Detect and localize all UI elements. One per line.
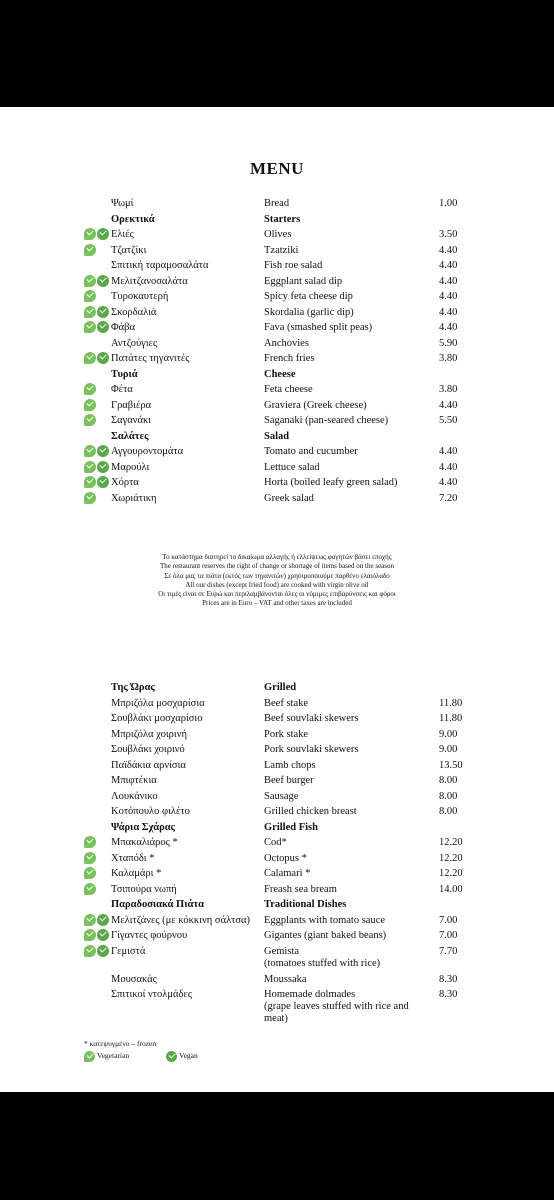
item-price: 4.40 [439,446,458,457]
vegetarian-icon [84,836,96,848]
item-name-english: Greek salad [264,492,314,504]
item-name-greek: Ελιές [111,229,134,240]
item-price: 13.50 [439,759,463,771]
item-price: 4.40 [439,322,458,333]
item-price: 3.80 [439,384,458,395]
item-name-english: Cod* [264,837,287,848]
vegan-icon [97,929,109,941]
diet-icons [84,399,97,412]
item-name-english: Starters [264,213,301,225]
item-name-english: Gigantes (giant baked beans) [264,930,387,941]
item-name-greek: Σουβλάκι χοιρινό [111,744,185,755]
item-price: 4.40 [439,291,458,302]
item-name-english: Beef burger [264,775,314,786]
vegan-icon [97,461,109,473]
item-name-english: Salad [264,430,290,442]
legend-vegetarian: Vegetarian [84,1051,129,1062]
diet-icons [84,883,97,896]
diet-icons [84,476,110,489]
item-price: 8.00 [439,790,458,802]
vegan-icon [97,476,109,488]
item-price: 12.20 [439,837,463,848]
legend-frozen: * κατεψυγμένο – frozen [84,1039,157,1048]
diet-icons [84,275,110,288]
item-name-english: Beef souvlaki skewers [264,713,359,724]
diet-icons [84,945,110,958]
item-price: 5.50 [439,415,458,426]
legend-vegan: Vegan [166,1051,198,1062]
vegetarian-icon [84,929,96,941]
menu-title: MENU [250,159,304,178]
diet-icons [84,290,97,303]
item-name-english: Traditional Dishes [264,899,347,910]
item-name-greek: Φάβα [111,322,136,333]
note-line: The restaurant reserves the right of change or shortage of items based on the season [159,562,395,571]
item-name-english: Cheese [264,368,296,380]
item-name-greek: Μελιτζάνες (με κόκκινη σάλτσα) [111,914,251,926]
item-name-greek: Φέτα [111,384,133,395]
item-name-greek: Ψωμί [111,198,134,209]
item-name-greek: Γραβιέρα [111,399,152,411]
item-name-greek: Χωριάτικη [111,492,157,504]
item-price: 4.40 [439,275,458,287]
vegan-icon [97,352,109,364]
item-price: 4.40 [439,244,458,256]
item-name-greek: Χταπόδι * [111,852,155,864]
item-name-english: Fava (smashed split peas) [264,322,373,333]
vegan-icon [97,228,109,240]
vegetarian-icon [84,492,96,504]
item-name-greek: Κοτόπουλο φιλέτο [111,806,190,817]
item-name-english: Eggplants with tomato sauce [264,914,386,926]
vegetarian-icon [84,445,96,457]
item-price: 7.70 [439,945,458,957]
item-name-greek: Τυροκαυτερή [111,291,169,302]
item-price: 4.40 [439,399,458,411]
item-name-english: Saganaki (pan-seared cheese) [264,415,389,426]
item-name-greek: Μουσακάς [111,973,157,985]
note-line: Οι τιμές είναι σε Ευρώ και περιλαμβάνονται όλες οι νόμιμες επιβαρύνσεις και φόροι [158,590,396,599]
diet-icons [84,867,97,880]
item-price: 12.20 [439,868,463,879]
vegetarian-icon [84,883,96,895]
item-name-english: Grilled [264,682,297,693]
vegetarian-icon [84,476,96,488]
diet-icons [84,414,97,427]
vegetarian-icon [84,1051,95,1062]
item-name-greek: Σαγανάκι [111,415,152,426]
item-name-english: Pork stake [264,728,309,740]
diet-icons [84,321,110,334]
diet-icons [84,352,110,365]
item-name-greek: Της Ώρας [111,682,155,693]
note-line: Το κατάστημα διατηρεί το δικαίωμα αλλαγής ή ελλείψεως φαγητών βάσει εποχής [162,553,392,561]
item-description: (grape leaves stuffed with rice and meat) [264,1001,409,1024]
item-price: 11.80 [439,713,463,724]
note-line: All our dishes (except fried food) are cooked with virgin olive oil [185,580,369,589]
item-name-english: Gemista (tomatoes stuffed with rice) [264,946,432,970]
item-name-greek: Μπριζόλα χοιρινή [111,728,187,740]
item-name-greek: Τυριά [111,368,138,380]
item-price: 12.20 [439,852,463,864]
diet-icons [84,914,110,927]
vegetarian-icon [84,914,96,926]
vegetarian-icon [84,399,96,411]
item-name-english: Olives [264,229,292,240]
item-name-english: Freash sea bream [264,883,337,895]
item-name-greek: Λουκάνικο [111,790,158,802]
item-name-english: Graviera (Greek cheese) [264,399,367,411]
item-name-greek: Παϊδάκια αρνίσια [111,759,186,771]
diet-icons [84,383,97,396]
vegetarian-icon [84,414,96,426]
item-name-english: Fish roe salad [264,260,323,271]
item-price: 8.30 [439,973,458,985]
item-name-english: French fries [264,353,315,364]
item-name-english: Beef stake [264,697,309,709]
item-name-greek: Σαλάτες [111,430,149,442]
item-name-english: Lettuce salad [264,461,320,473]
vegan-icon [97,914,109,926]
item-name-english: Homemade dolmades (grape leaves stuffed with rice and meat) [264,989,432,1025]
menu-page [0,107,554,1092]
diet-icons [84,306,110,319]
diet-icons [84,929,110,942]
note-line: Σε όλα μας τα πιάτα (εκτός των τηγανιτών) χρησιμοποιούμε παρθένο ελαιόλαδο [164,571,390,580]
vegetarian-icon [84,383,96,395]
item-name-greek: Τσιπούρα νωπή [111,883,177,895]
item-name-greek: Σουβλάκι μοσχαρίσιο [111,713,203,724]
item-name-english: Skordalia (garlic dip) [264,306,354,318]
item-name-english: Horta (boiled leafy green salad) [264,477,398,488]
note-line: Prices are in Euro – VAT and other taxes are included [202,599,352,608]
item-price: 4.40 [439,477,458,488]
item-name-english: Spicy feta cheese dip [264,291,353,302]
item-name-greek: Αγγουροντομάτα [111,446,184,457]
item-name-greek: Μελιτζανοσαλάτα [111,275,188,287]
item-name-english: Calamari * [264,868,311,879]
item-name-greek: Πατάτες τηγανιτές [111,353,190,364]
item-name-english: Octopus * [264,852,307,864]
item-name-english: Tomato and cucumber [264,446,358,457]
vegetarian-icon [84,275,96,287]
item-name-greek: Αντζούγιες [111,337,158,349]
item-name-greek: Σπιτικοί ντολμάδες [111,989,192,1000]
item-price: 5.90 [439,337,458,349]
item-name-english: Feta cheese [264,384,313,395]
vegan-icon [97,945,109,957]
item-price: 7.20 [439,492,458,504]
item-name-english: Pork souvlaki skewers [264,744,359,755]
item-price: 4.40 [439,260,458,271]
item-name-english: Moussaka [264,973,307,985]
vegan-icon [97,321,109,333]
vegetarian-icon [84,852,96,864]
diet-icons [84,852,97,865]
vegetarian-icon [84,306,96,318]
diet-icons [84,445,110,458]
item-price: 9.00 [439,744,458,755]
item-price: 8.30 [439,989,458,1000]
item-price: 4.40 [439,461,458,473]
item-price: 1.00 [439,198,458,209]
item-name-english: Tzatziki [264,244,299,256]
item-name-greek: Παραδοσιακά Πιάτα [111,899,205,910]
vegetarian-icon [84,945,96,957]
item-name-english: Anchovies [264,337,309,349]
item-name-english: Grilled chicken breast [264,806,357,817]
item-name-english: Bread [264,198,290,209]
vegan-icon [97,275,109,287]
item-name-greek: Μαρούλι [111,461,150,473]
item-name-greek: Ψάρια Σχάρας [111,821,175,833]
item-price: 8.00 [439,775,458,786]
item-price: 14.00 [439,883,463,895]
item-name-greek: Γεμιστά [111,945,146,957]
item-price: 8.00 [439,806,458,817]
menu-notes [0,553,554,609]
item-name-greek: Μπριζόλα μοσχαρίσια [111,697,205,709]
item-price: 3.50 [439,229,458,240]
vegetarian-icon [84,228,96,240]
item-name-greek: Ορεκτικά [111,213,155,225]
item-price: 11.80 [439,697,463,709]
item-name-english: Lamb chops [264,759,316,771]
item-name-english: Eggplant salad dip [264,275,343,287]
vegetarian-icon [84,461,96,473]
item-name-english: Grilled Fish [264,821,318,833]
item-name-greek: Γίγαντες φούρνου [111,930,188,941]
item-name-greek: Μπακαλιάρος * [111,837,178,848]
item-name-greek: Μπιφτέκια [111,775,157,786]
vegetarian-icon [84,321,96,333]
vegan-icon [97,306,109,318]
vegetarian-icon [84,867,96,879]
diet-icons [84,244,97,257]
vegetarian-icon [84,352,96,364]
item-price: 9.00 [439,728,458,740]
diet-icons [84,461,110,474]
vegetarian-icon [84,290,96,302]
diet-icons [84,492,97,505]
vegan-icon [166,1051,177,1062]
diet-icons [84,836,97,849]
item-description: (tomatoes stuffed with rice) [264,957,381,969]
item-price: 7.00 [439,914,458,926]
item-name-greek: Τζατζίκι [111,244,147,256]
item-name-greek: Καλαμάρι * [111,868,162,879]
vegetarian-icon [84,244,96,256]
item-name-greek: Χόρτα [111,477,139,488]
item-name-english: Sausage [264,790,299,802]
item-price: 7.00 [439,930,458,941]
vegan-icon [97,445,109,457]
item-price: 3.80 [439,353,458,364]
item-price: 4.40 [439,306,458,318]
diet-icons [84,228,110,241]
item-name-greek: Σπιτική ταραμοσαλάτα [111,260,209,271]
item-name-greek: Σκορδαλιά [111,306,157,318]
